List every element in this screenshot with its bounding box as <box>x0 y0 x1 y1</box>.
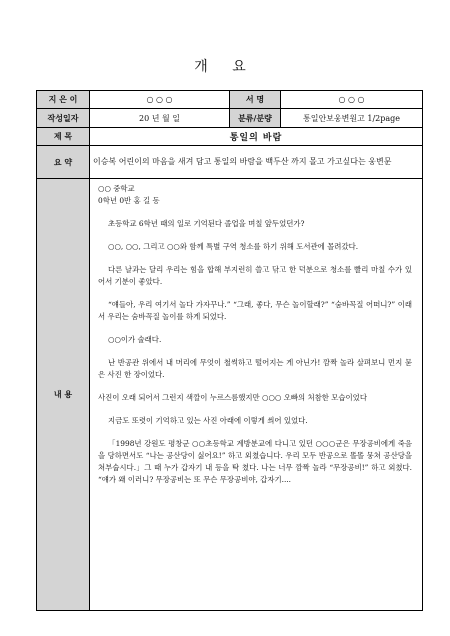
paragraph: ○○이가 술래다. <box>108 335 162 344</box>
paragraph: ○○, ○○, 그리고 ○○와 함께 특별 구역 청소를 하기 위해 도서관에 몰려갔다. <box>108 242 359 251</box>
category-value: 통일안보웅변원고 1/2page <box>281 109 423 128</box>
author-label: 지 은 이 <box>37 91 90 109</box>
signature-label: 서 명 <box>230 91 281 109</box>
school-line: ○○ 중학교 <box>98 184 135 193</box>
paragraph: “얘들아, 우리 여기서 놀다 가자꾸나.” “그래, 좋다, 무슨 놀이할래?” “숨바꼭질 어떠니?” 이래서 우리는 숨바꼭질 놀이를 하게 되었다. <box>98 300 412 321</box>
summary-value: 이승복 어린이의 마음을 새겨 담고 통일의 바람을 백두산 까지 몰고 가고싶다는 웅변문 <box>90 146 423 179</box>
subject-value: 통일의 바람 <box>90 128 423 146</box>
paragraph: 난 반공관 위에서 내 머리에 무엇이 철썩하고 떨어지는 게 아닌가! 깜짝 놀라 살펴보니 먼지 묻은 사진 한 장이었다. <box>98 358 412 379</box>
paragraph: 다른 날과는 달리 우리는 힘을 합해 부지런히 쓸고 닦고 한 덕분으로 청소를 빨리 마칠 수가 있어서 기분이 좋았다. <box>98 265 412 286</box>
content-body <box>90 179 423 611</box>
overview-form-table <box>36 90 423 611</box>
content-label: 내 용 <box>37 179 90 611</box>
author-value: ○ ○ ○ <box>90 91 230 109</box>
signature-value: ○ ○ ○ <box>281 91 423 109</box>
student-line: 0학년 0반 홍 길 동 <box>98 196 160 205</box>
date-value: 20 년 월 일 <box>90 109 230 128</box>
paragraph: 「1998년 강원도 평창군 ○○초등학교 계방분교에 다니고 있던 ○○○군은 무장공비에게 죽음을 당하면서도 “나는 공산당이 싫어요!” 하고 외쳤습니다. 우리 모두 반공으로 똘똘 뭉쳐 공산당을 쳐부숩시다.」그 때 누가 갑자기 내 등을 탁 쳤다. 나는 너무 깜짝 놀라 “무장공비!” 하고 외쳤다. “얘가 왜 이러니? 무장공비는 또 무슨 무장공비야, 갑자기.... <box>98 439 412 484</box>
paragraph: 초등학교 6학년 때의 일로 기억된다 졸업을 며칠 앞두었던가? <box>108 219 305 228</box>
summary-label: 요 약 <box>37 146 90 179</box>
paragraph: 사진이 오래 되어서 그런지 색깔이 누르스름했지만 ○○○ 오빠의 처참한 모습이었다 <box>98 393 367 402</box>
date-label: 작성일자 <box>37 109 90 128</box>
subject-label: 제 목 <box>37 128 90 146</box>
paragraph: 지금도 또렷이 기억하고 있는 사진 아래에 이렇게 씌어 있었다. <box>108 416 308 425</box>
page-title: 개 요 <box>194 59 256 75</box>
category-label: 분류/분량 <box>230 109 281 128</box>
